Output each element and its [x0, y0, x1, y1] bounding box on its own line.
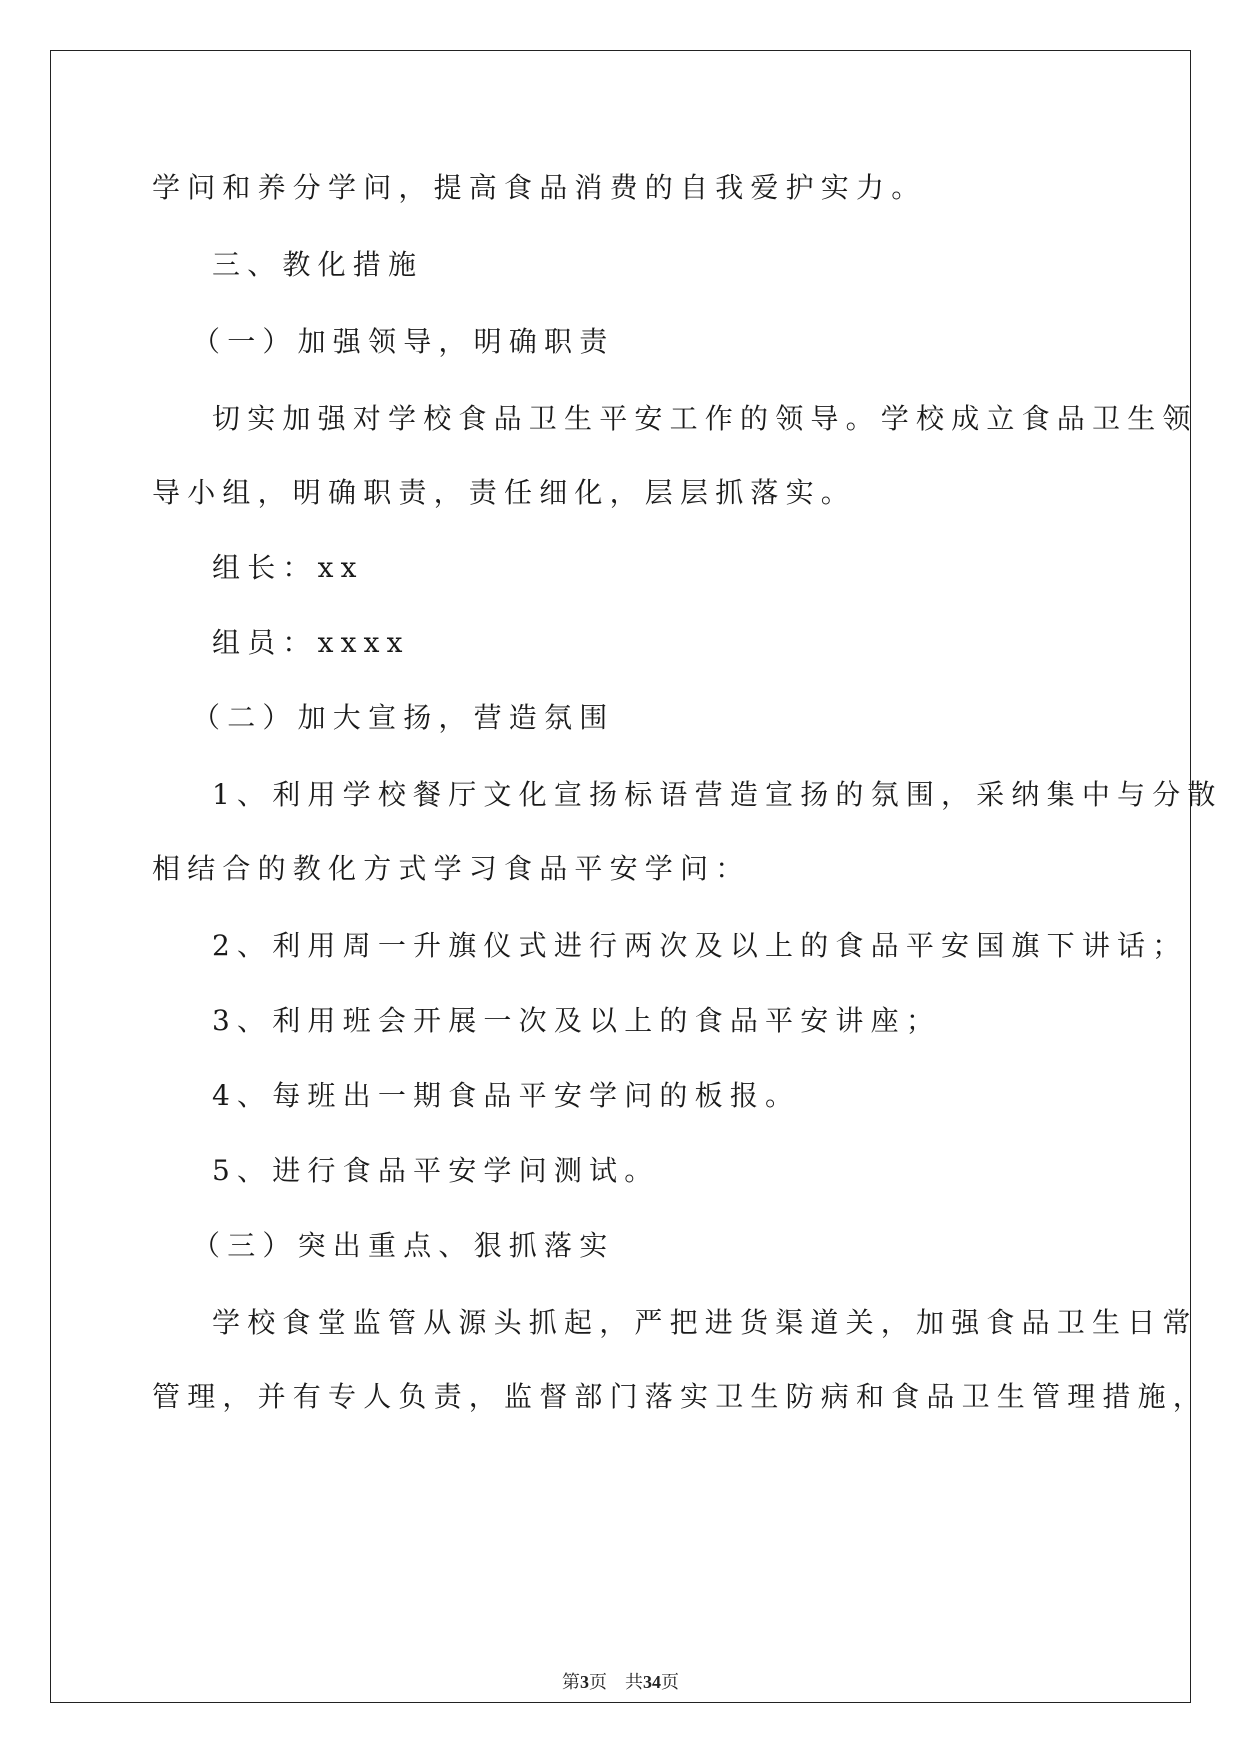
subsection-heading: （二）加大宣扬，营造氛围: [192, 701, 615, 734]
paragraph-line: 管理，并有专人负责，监督部门落实卫生防病和食品卫生管理措施，: [152, 1380, 1209, 1413]
list-item: 1、利用学校餐厅文化宣扬标语营造宣扬的氛围，采纳集中与分散: [212, 778, 1223, 811]
paragraph-line: 导小组，明确职责，责任细化，层层抓落实。: [152, 476, 857, 509]
current-page-number: 3: [580, 1672, 589, 1692]
page-footer: [0, 1668, 1241, 1694]
footer-total-prefix: 共: [625, 1672, 643, 1692]
footer-prefix: 第: [562, 1672, 580, 1692]
paragraph-line: 相结合的教化方式学习食品平安学问：: [152, 852, 751, 885]
footer-page-word: 页: [589, 1672, 607, 1692]
subsection-heading: （三）突出重点、狠抓落实: [192, 1229, 615, 1262]
team-leader-line: 组长：xx: [212, 551, 364, 584]
paragraph-line: 学校食堂监管从源头抓起，严把进货渠道关，加强食品卫生日常: [212, 1306, 1198, 1339]
total-pages-number: 34: [643, 1672, 661, 1692]
list-item: 5、进行食品平安学问测试。: [212, 1154, 660, 1187]
subsection-heading: （一）加强领导，明确职责: [192, 325, 615, 358]
section-heading: 三、教化措施: [212, 248, 424, 281]
paragraph-line: 学问和养分学问，提高食品消费的自我爱护实力。: [152, 171, 927, 204]
list-item: 2、利用周一升旗仪式进行两次及以上的食品平安国旗下讲话；: [212, 929, 1188, 962]
list-item: 4、每班出一期食品平安学问的板报。: [212, 1079, 801, 1112]
list-item: 3、利用班会开展一次及以上的食品平安讲座；: [212, 1004, 942, 1037]
footer-total-suffix: 页: [661, 1672, 679, 1692]
team-members-line: 组员：xxxx: [212, 626, 410, 659]
paragraph-line: 切实加强对学校食品卫生平安工作的领导。学校成立食品卫生领: [212, 402, 1198, 435]
